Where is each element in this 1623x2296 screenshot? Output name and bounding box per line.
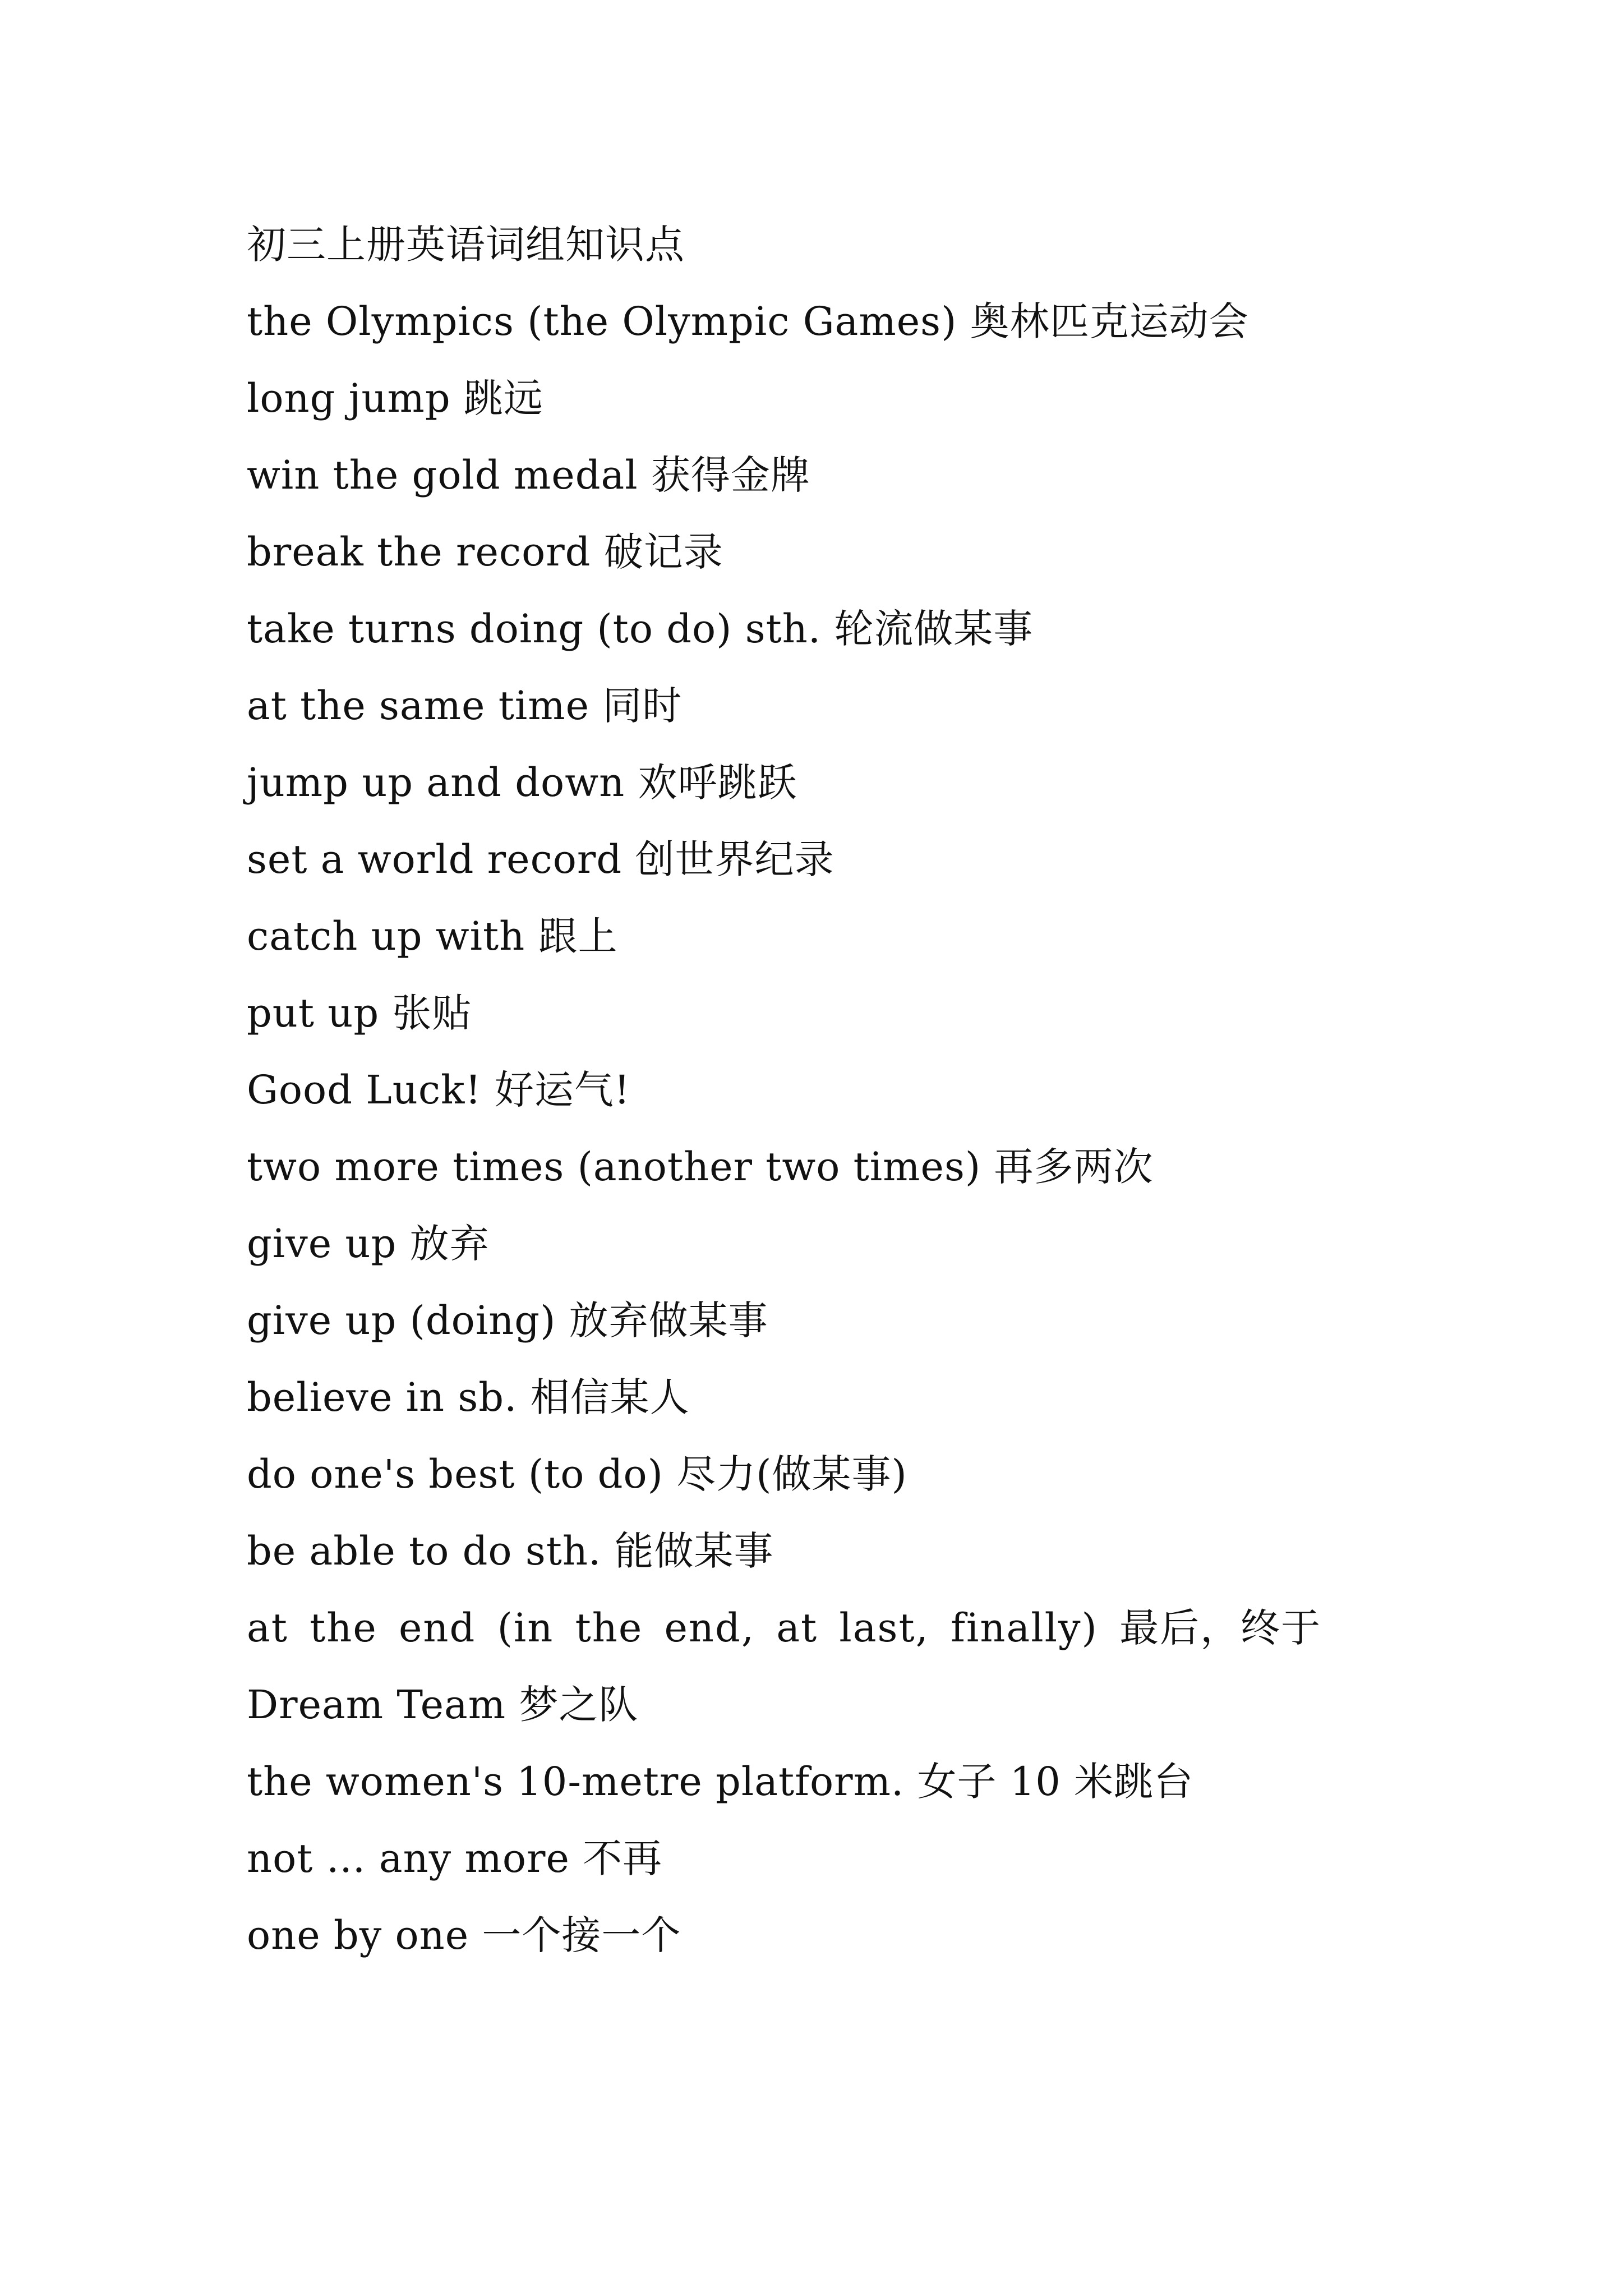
phrase-line: long jump 跳远 xyxy=(247,375,543,421)
phrase-line: put up 张贴 xyxy=(247,990,472,1036)
phrase-line: win the gold medal 获得金牌 xyxy=(247,452,810,498)
phrase-line: give up (doing) 放弃做某事 xyxy=(247,1297,768,1343)
phrase-line: be able to do sth. 能做某事 xyxy=(247,1528,774,1574)
phrase-line: set a world record 创世界纪录 xyxy=(247,836,834,882)
phrase-line: take turns doing (to do) sth. 轮流做某事 xyxy=(247,606,1034,652)
phrase-line: the women's 10-metre platform. 女子 10 米跳台 xyxy=(247,1759,1194,1805)
phrase-line: do one's best (to do) 尽力(做某事) xyxy=(247,1451,907,1497)
phrase-line: Good Luck! 好运气! xyxy=(247,1067,630,1113)
phrase-line: two more times (another two times) 再多两次 xyxy=(247,1144,1154,1190)
phrase-line: jump up and down 欢呼跳跃 xyxy=(247,760,797,806)
phrase-line: not … any more 不再 xyxy=(247,1835,663,1881)
phrase-line: at the same time 同时 xyxy=(247,683,683,729)
phrase-line-wrapped: at the end (in the end, at last, finally) 最后，终于 xyxy=(247,1605,1322,1651)
document-body xyxy=(247,206,1402,1974)
phrase-line: believe in sb. 相信某人 xyxy=(247,1374,690,1420)
phrase-line: the Olympics (the Olympic Games) 奥林匹克运动会 xyxy=(247,298,1249,344)
phrase-line: give up 放弃 xyxy=(247,1221,490,1267)
phrase-line: Dream Team 梦之队 xyxy=(247,1682,639,1728)
phrase-line: one by one 一个接一个 xyxy=(247,1912,681,1958)
phrase-line: break the record 破记录 xyxy=(247,529,723,575)
phrase-line: catch up with 跟上 xyxy=(247,913,618,959)
document-title: 初三上册英语词组知识点 xyxy=(247,222,685,268)
